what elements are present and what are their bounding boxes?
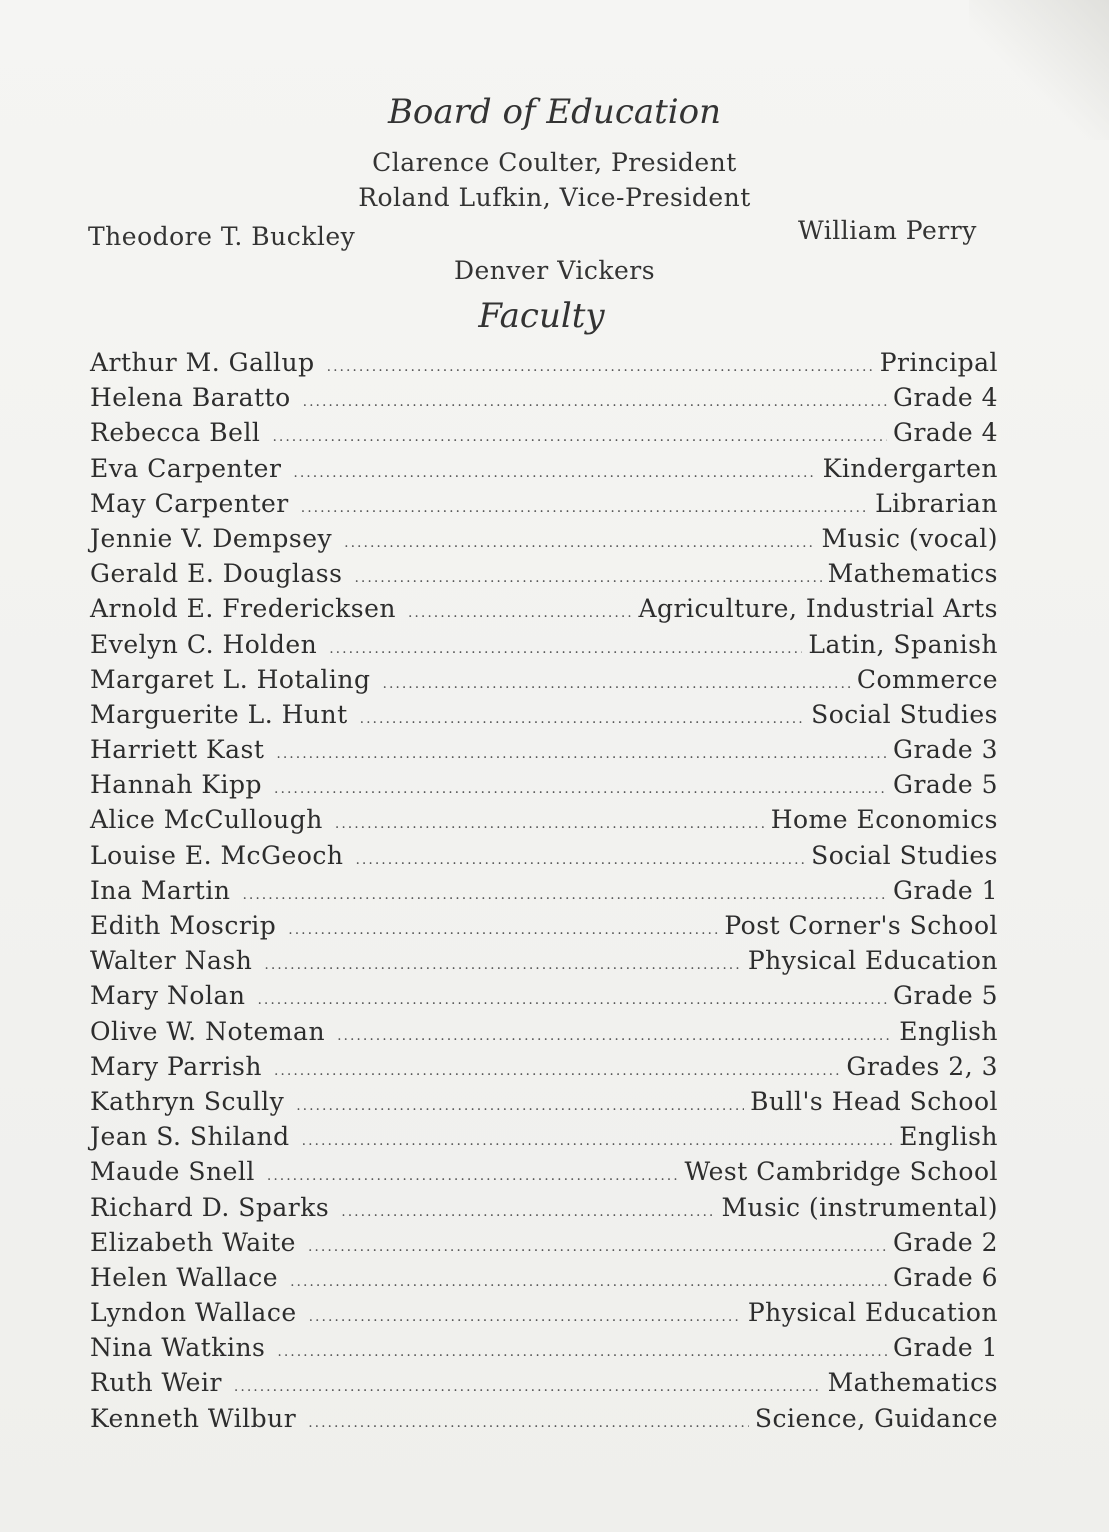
- faculty-role: West Cambridge School: [684, 1157, 998, 1187]
- faculty-role: Music (instrumental): [721, 1192, 998, 1222]
- faculty-row: [90, 735, 998, 770]
- faculty-role: Grade 2: [893, 1227, 998, 1257]
- faculty-name: Arnold E. Fredericksen: [90, 594, 396, 624]
- faculty-role: Mathematics: [827, 559, 998, 589]
- faculty-row: [90, 1193, 998, 1228]
- faculty-name: Ina Martin: [90, 875, 231, 905]
- faculty-role: Librarian: [875, 488, 998, 518]
- faculty-role: Grade 6: [893, 1262, 998, 1292]
- faculty-name: Jennie V. Dempsey: [90, 523, 333, 553]
- faculty-role: Home Economics: [770, 805, 998, 835]
- faculty-name: Helena Baratto: [90, 383, 291, 413]
- dot-leader: [267, 1168, 679, 1184]
- faculty-role: Social Studies: [811, 699, 998, 729]
- faculty-role: Music (vocal): [821, 523, 998, 553]
- board-member-center: Denver Vickers: [453, 256, 656, 285]
- faculty-role: Grade 5: [893, 770, 998, 800]
- faculty-name: Evelyn C. Holden: [90, 629, 318, 659]
- faculty-name: Edith Moscrip: [90, 911, 277, 940]
- faculty-name: Lyndon Wallace: [90, 1298, 297, 1328]
- faculty-name: Walter Nash: [90, 946, 253, 976]
- dot-leader: [355, 852, 805, 868]
- faculty-row: [90, 348, 998, 383]
- faculty-role: Agriculture, Industrial Arts: [638, 594, 998, 624]
- faculty-row: [90, 1333, 998, 1368]
- faculty-name: Richard D. Sparks: [90, 1192, 330, 1222]
- dot-leader: [308, 1239, 887, 1255]
- faculty-row: [90, 1298, 998, 1333]
- faculty-row: [90, 559, 998, 594]
- faculty-name: Rebecca Bell: [90, 418, 261, 448]
- dot-leader: [303, 394, 887, 410]
- faculty-name: Kenneth Wilbur: [90, 1403, 297, 1433]
- faculty-role: Commerce: [856, 664, 998, 694]
- faculty-name: May Carpenter: [90, 488, 289, 518]
- faculty-name: Nina Watkins: [90, 1333, 266, 1363]
- dot-leader: [274, 1063, 840, 1079]
- faculty-row: [90, 1228, 998, 1263]
- faculty-name: Helen Wallace: [90, 1262, 279, 1292]
- dot-leader: [288, 922, 718, 938]
- faculty-name: Mary Nolan: [90, 981, 246, 1011]
- faculty-row: [90, 1017, 998, 1052]
- dot-leader: [242, 887, 887, 903]
- faculty-role: Grade 1: [893, 1333, 998, 1363]
- board-president: Clarence Coulter, President: [372, 148, 737, 177]
- faculty-name: Marguerite L. Hunt: [90, 699, 348, 729]
- dot-leader: [293, 465, 816, 481]
- faculty-row: [90, 1052, 998, 1087]
- faculty-name: Louise E. McGeoch: [90, 840, 344, 870]
- faculty-row: [90, 1263, 998, 1298]
- dot-leader: [327, 359, 874, 375]
- board-member-right: William Perry: [798, 216, 977, 245]
- dot-leader: [264, 957, 741, 973]
- faculty-role: Social Studies: [811, 840, 998, 870]
- faculty-role: Grade 1: [893, 875, 998, 905]
- faculty-name: Margaret L. Hotaling: [90, 664, 371, 694]
- dot-leader: [309, 1309, 742, 1325]
- dot-leader: [301, 500, 869, 516]
- faculty-name: Alice McCullough: [90, 805, 323, 835]
- faculty-row: [90, 876, 998, 911]
- faculty-name: Kathryn Scully: [90, 1086, 285, 1116]
- board-vice-president: Roland Lufkin, Vice-President: [358, 183, 751, 212]
- faculty-role: Post Corner's School: [724, 911, 998, 940]
- faculty-role: Physical Education: [747, 946, 998, 976]
- faculty-row: [90, 805, 998, 840]
- dot-leader: [276, 746, 887, 762]
- dot-leader: [290, 1274, 887, 1290]
- dot-leader: [354, 570, 821, 586]
- dot-leader: [337, 1028, 893, 1044]
- faculty-row: [90, 594, 998, 629]
- faculty-role: Grade 3: [893, 735, 998, 765]
- dot-leader: [408, 605, 633, 621]
- faculty-name: Mary Parrish: [90, 1051, 262, 1081]
- faculty-name: Ruth Weir: [90, 1368, 222, 1398]
- board-title: Board of Education: [387, 92, 722, 132]
- board-member-left: Theodore T. Buckley: [88, 222, 356, 251]
- faculty-row: [90, 981, 998, 1016]
- faculty-row: [90, 911, 998, 946]
- faculty-row: [90, 700, 998, 735]
- faculty-row: [90, 1368, 998, 1403]
- faculty-role: Bull's Head School: [750, 1086, 998, 1116]
- dot-leader: [277, 1344, 887, 1360]
- faculty-role: Principal: [879, 348, 998, 377]
- faculty-name: Eva Carpenter: [90, 453, 282, 483]
- faculty-list: [90, 348, 998, 1439]
- faculty-role: Grade 4: [893, 418, 998, 448]
- faculty-row: [90, 841, 998, 876]
- faculty-role: Kindergarten: [822, 453, 998, 483]
- faculty-title: Faculty: [478, 296, 605, 336]
- faculty-name: Jean S. Shiland: [90, 1122, 290, 1152]
- faculty-row: [90, 524, 998, 559]
- faculty-row: [90, 665, 998, 700]
- faculty-role: English: [899, 1016, 998, 1046]
- dot-leader: [302, 1133, 894, 1149]
- faculty-row: [90, 454, 998, 489]
- faculty-role: Grade 5: [893, 981, 998, 1011]
- dot-leader: [341, 1204, 715, 1220]
- faculty-role: Grade 4: [893, 383, 998, 413]
- faculty-row: [90, 489, 998, 524]
- dot-leader: [272, 429, 887, 445]
- faculty-name: Elizabeth Waite: [90, 1227, 296, 1257]
- faculty-role: Latin, Spanish: [808, 629, 998, 659]
- dot-leader: [274, 781, 887, 797]
- faculty-row: [90, 1122, 998, 1157]
- dot-leader: [360, 711, 805, 727]
- faculty-row: [90, 946, 998, 981]
- dot-leader: [329, 641, 802, 657]
- faculty-row: [90, 1087, 998, 1122]
- dot-leader: [296, 1098, 744, 1114]
- faculty-name: Harriett Kast: [90, 735, 265, 765]
- faculty-row: [90, 770, 998, 805]
- dot-leader: [335, 816, 765, 832]
- faculty-name: Arthur M. Gallup: [90, 348, 315, 377]
- faculty-name: Hannah Kipp: [90, 770, 263, 800]
- faculty-role: Mathematics: [827, 1368, 998, 1398]
- dot-leader: [257, 992, 887, 1008]
- faculty-row: [90, 418, 998, 453]
- faculty-role: Grades 2, 3: [846, 1051, 998, 1081]
- faculty-row: [90, 383, 998, 418]
- faculty-name: Olive W. Noteman: [90, 1016, 326, 1046]
- dot-leader: [383, 676, 851, 692]
- faculty-row: [90, 1157, 998, 1192]
- faculty-name: Gerald E. Douglass: [90, 559, 343, 589]
- dot-leader: [234, 1379, 822, 1395]
- faculty-name: Maude Snell: [90, 1157, 255, 1187]
- dot-leader: [308, 1415, 749, 1431]
- faculty-row: [90, 1404, 998, 1439]
- dot-leader: [344, 535, 815, 551]
- faculty-role: English: [899, 1122, 998, 1152]
- faculty-row: [90, 630, 998, 665]
- faculty-role: Physical Education: [747, 1298, 998, 1328]
- faculty-role: Science, Guidance: [754, 1403, 998, 1433]
